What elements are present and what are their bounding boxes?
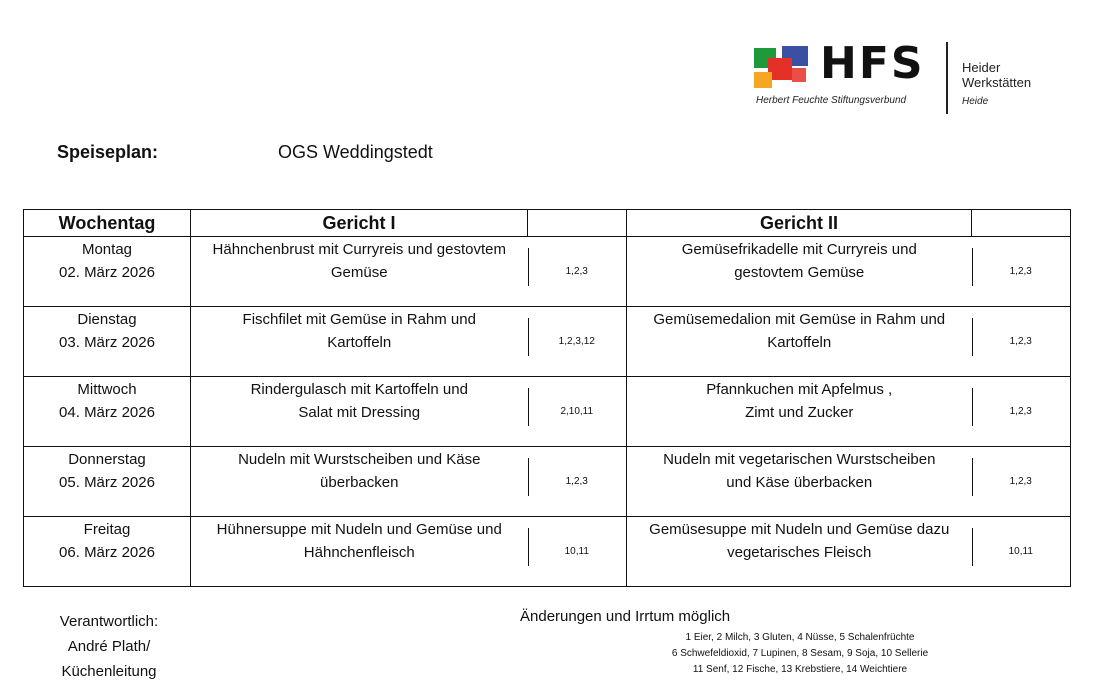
table-row	[24, 517, 1071, 587]
responsible-role: Küchenleitung	[61, 663, 157, 680]
weekday: Freitag	[83, 521, 131, 538]
dish1-cell	[191, 377, 528, 447]
dish1-line1: Rindergulasch mit Kartoffeln und	[250, 381, 468, 398]
column-header-dish2: Gericht II	[627, 210, 972, 237]
menu-table	[23, 209, 1071, 587]
column-header-code1	[528, 210, 627, 237]
allergen-code1: 1,2,3,12	[558, 335, 595, 347]
dish1-line1: Nudeln mit Wurstscheiben und Käse	[238, 451, 481, 468]
dish1-line1: Fischfilet mit Gemüse in Rahm und	[242, 311, 476, 328]
column-header-dish1: Gericht I	[191, 210, 528, 237]
allergen-code2: 1,2,3	[1009, 405, 1032, 417]
dish1-cell	[191, 447, 528, 517]
dish2-cell	[627, 237, 972, 307]
dish2-line1: Gemüsefrikadelle mit Curryreis und	[681, 241, 917, 258]
allergen-code2: 10,11	[1008, 545, 1033, 557]
logo-location: Heide	[962, 96, 989, 107]
allergen-code2: 1,2,3	[1009, 335, 1032, 347]
allergen-code2: 1,2,3	[1009, 265, 1032, 277]
allergen-code2-cell	[972, 377, 1071, 447]
dish2-cell	[627, 377, 972, 447]
dish2-line2: gestovtem Gemüse	[734, 264, 865, 281]
weekday: Montag	[81, 241, 133, 258]
weekday: Donnerstag	[68, 451, 146, 468]
column-header-code2	[972, 210, 1071, 237]
table-row	[24, 237, 1071, 307]
dish1-cell	[191, 307, 528, 377]
dish2-line2: vegetarisches Fleisch	[727, 544, 872, 561]
dish1-line2: Hähnchenfleisch	[303, 544, 415, 561]
menu-location: OGS Weddingstedt	[278, 142, 433, 162]
dish2-line2: Zimt und Zucker	[745, 404, 854, 421]
dish1-line1: Hühnersuppe mit Nudeln und Gemüse und	[216, 521, 502, 538]
responsible-block	[54, 609, 164, 684]
allergen-code2-cell	[972, 447, 1071, 517]
allergen-code1: 1,2,3	[565, 265, 588, 277]
dish1-line2: überbacken	[320, 474, 399, 491]
date: 03. März 2026	[59, 334, 155, 351]
date: 06. März 2026	[59, 544, 155, 561]
menu-label: Speiseplan:	[57, 142, 159, 162]
logo-right-line2: Werkstätten	[962, 75, 1032, 90]
allergen-code1: 1,2,3	[565, 475, 588, 487]
allergen-legend	[600, 630, 1000, 678]
logo-squares-icon	[754, 46, 810, 88]
allergen-legend-line1: 1 Eier, 2 Milch, 3 Gluten, 4 Nüsse, 5 Schalenfrüchte	[685, 632, 915, 643]
dish2-cell	[627, 517, 972, 587]
logo-divider	[946, 42, 948, 114]
table-row	[24, 447, 1071, 517]
logo-subtitle: Herbert Feuchte Stiftungsverbund	[756, 95, 907, 106]
logo-wordmark: HFS	[820, 38, 925, 89]
dish2-line1: Gemüsemedalion mit Gemüse in Rahm und	[653, 311, 946, 328]
day-cell	[24, 307, 191, 377]
allergen-code1-cell	[528, 237, 627, 307]
dish2-line1: Pfannkuchen mit Apfelmus ,	[706, 381, 893, 398]
dish1-line2: Kartoffeln	[327, 334, 392, 351]
date: 05. März 2026	[59, 474, 155, 491]
allergen-legend-line3: 11 Senf, 12 Fische, 13 Krebstiere, 14 Weichtiere	[692, 664, 908, 675]
responsible-label: Verantwortlich:	[59, 613, 159, 630]
allergen-code2-cell	[972, 517, 1071, 587]
dish2-line2: Kartoffeln	[767, 334, 832, 351]
weekday: Mittwoch	[77, 381, 137, 398]
allergen-code2-cell	[972, 307, 1071, 377]
date: 02. März 2026	[59, 264, 155, 281]
day-cell	[24, 377, 191, 447]
dish1-line2: Gemüse	[330, 264, 388, 281]
day-cell	[24, 447, 191, 517]
allergen-code1: 2,10,11	[560, 405, 594, 417]
dish1-cell	[191, 517, 528, 587]
responsible-name: André Plath/	[67, 638, 151, 655]
dish2-cell	[627, 447, 972, 517]
allergen-code1-cell	[528, 377, 627, 447]
allergen-code1-cell	[528, 307, 627, 377]
dish1-line2: Salat mit Dressing	[298, 404, 421, 421]
day-cell	[24, 517, 191, 587]
allergen-code1-cell	[528, 447, 627, 517]
allergen-code1: 10,11	[564, 545, 589, 557]
dish2-line1: Nudeln mit vegetarischen Wurstscheiben	[663, 451, 936, 468]
logo-organisation	[962, 60, 1031, 90]
table-row	[24, 377, 1071, 447]
hfs-logo	[754, 38, 1054, 116]
column-header-day: Wochentag	[24, 210, 191, 237]
allergen-code2: 1,2,3	[1009, 475, 1032, 487]
weekday: Dienstag	[77, 311, 137, 328]
changes-notice: Änderungen und Irrtum möglich	[520, 608, 731, 625]
table-row	[24, 307, 1071, 377]
table-header-row	[24, 210, 1071, 237]
dish1-cell	[191, 237, 528, 307]
dish1-line1: Hähnchenbrust mit Curryreis und gestovtem	[212, 241, 506, 258]
dish2-cell	[627, 307, 972, 377]
dish2-line2: und Käse überbacken	[726, 474, 873, 491]
allergen-code1-cell	[528, 517, 627, 587]
allergen-legend-line2: 6 Schwefeldioxid, 7 Lupinen, 8 Sesam, 9 Soja, 10 Sellerie	[671, 648, 929, 659]
logo-right-line1: Heider	[962, 60, 1001, 75]
day-cell	[24, 237, 191, 307]
dish2-line1: Gemüsesuppe mit Nudeln und Gemüse dazu	[649, 521, 950, 538]
allergen-code2-cell	[972, 237, 1071, 307]
date: 04. März 2026	[59, 404, 155, 421]
